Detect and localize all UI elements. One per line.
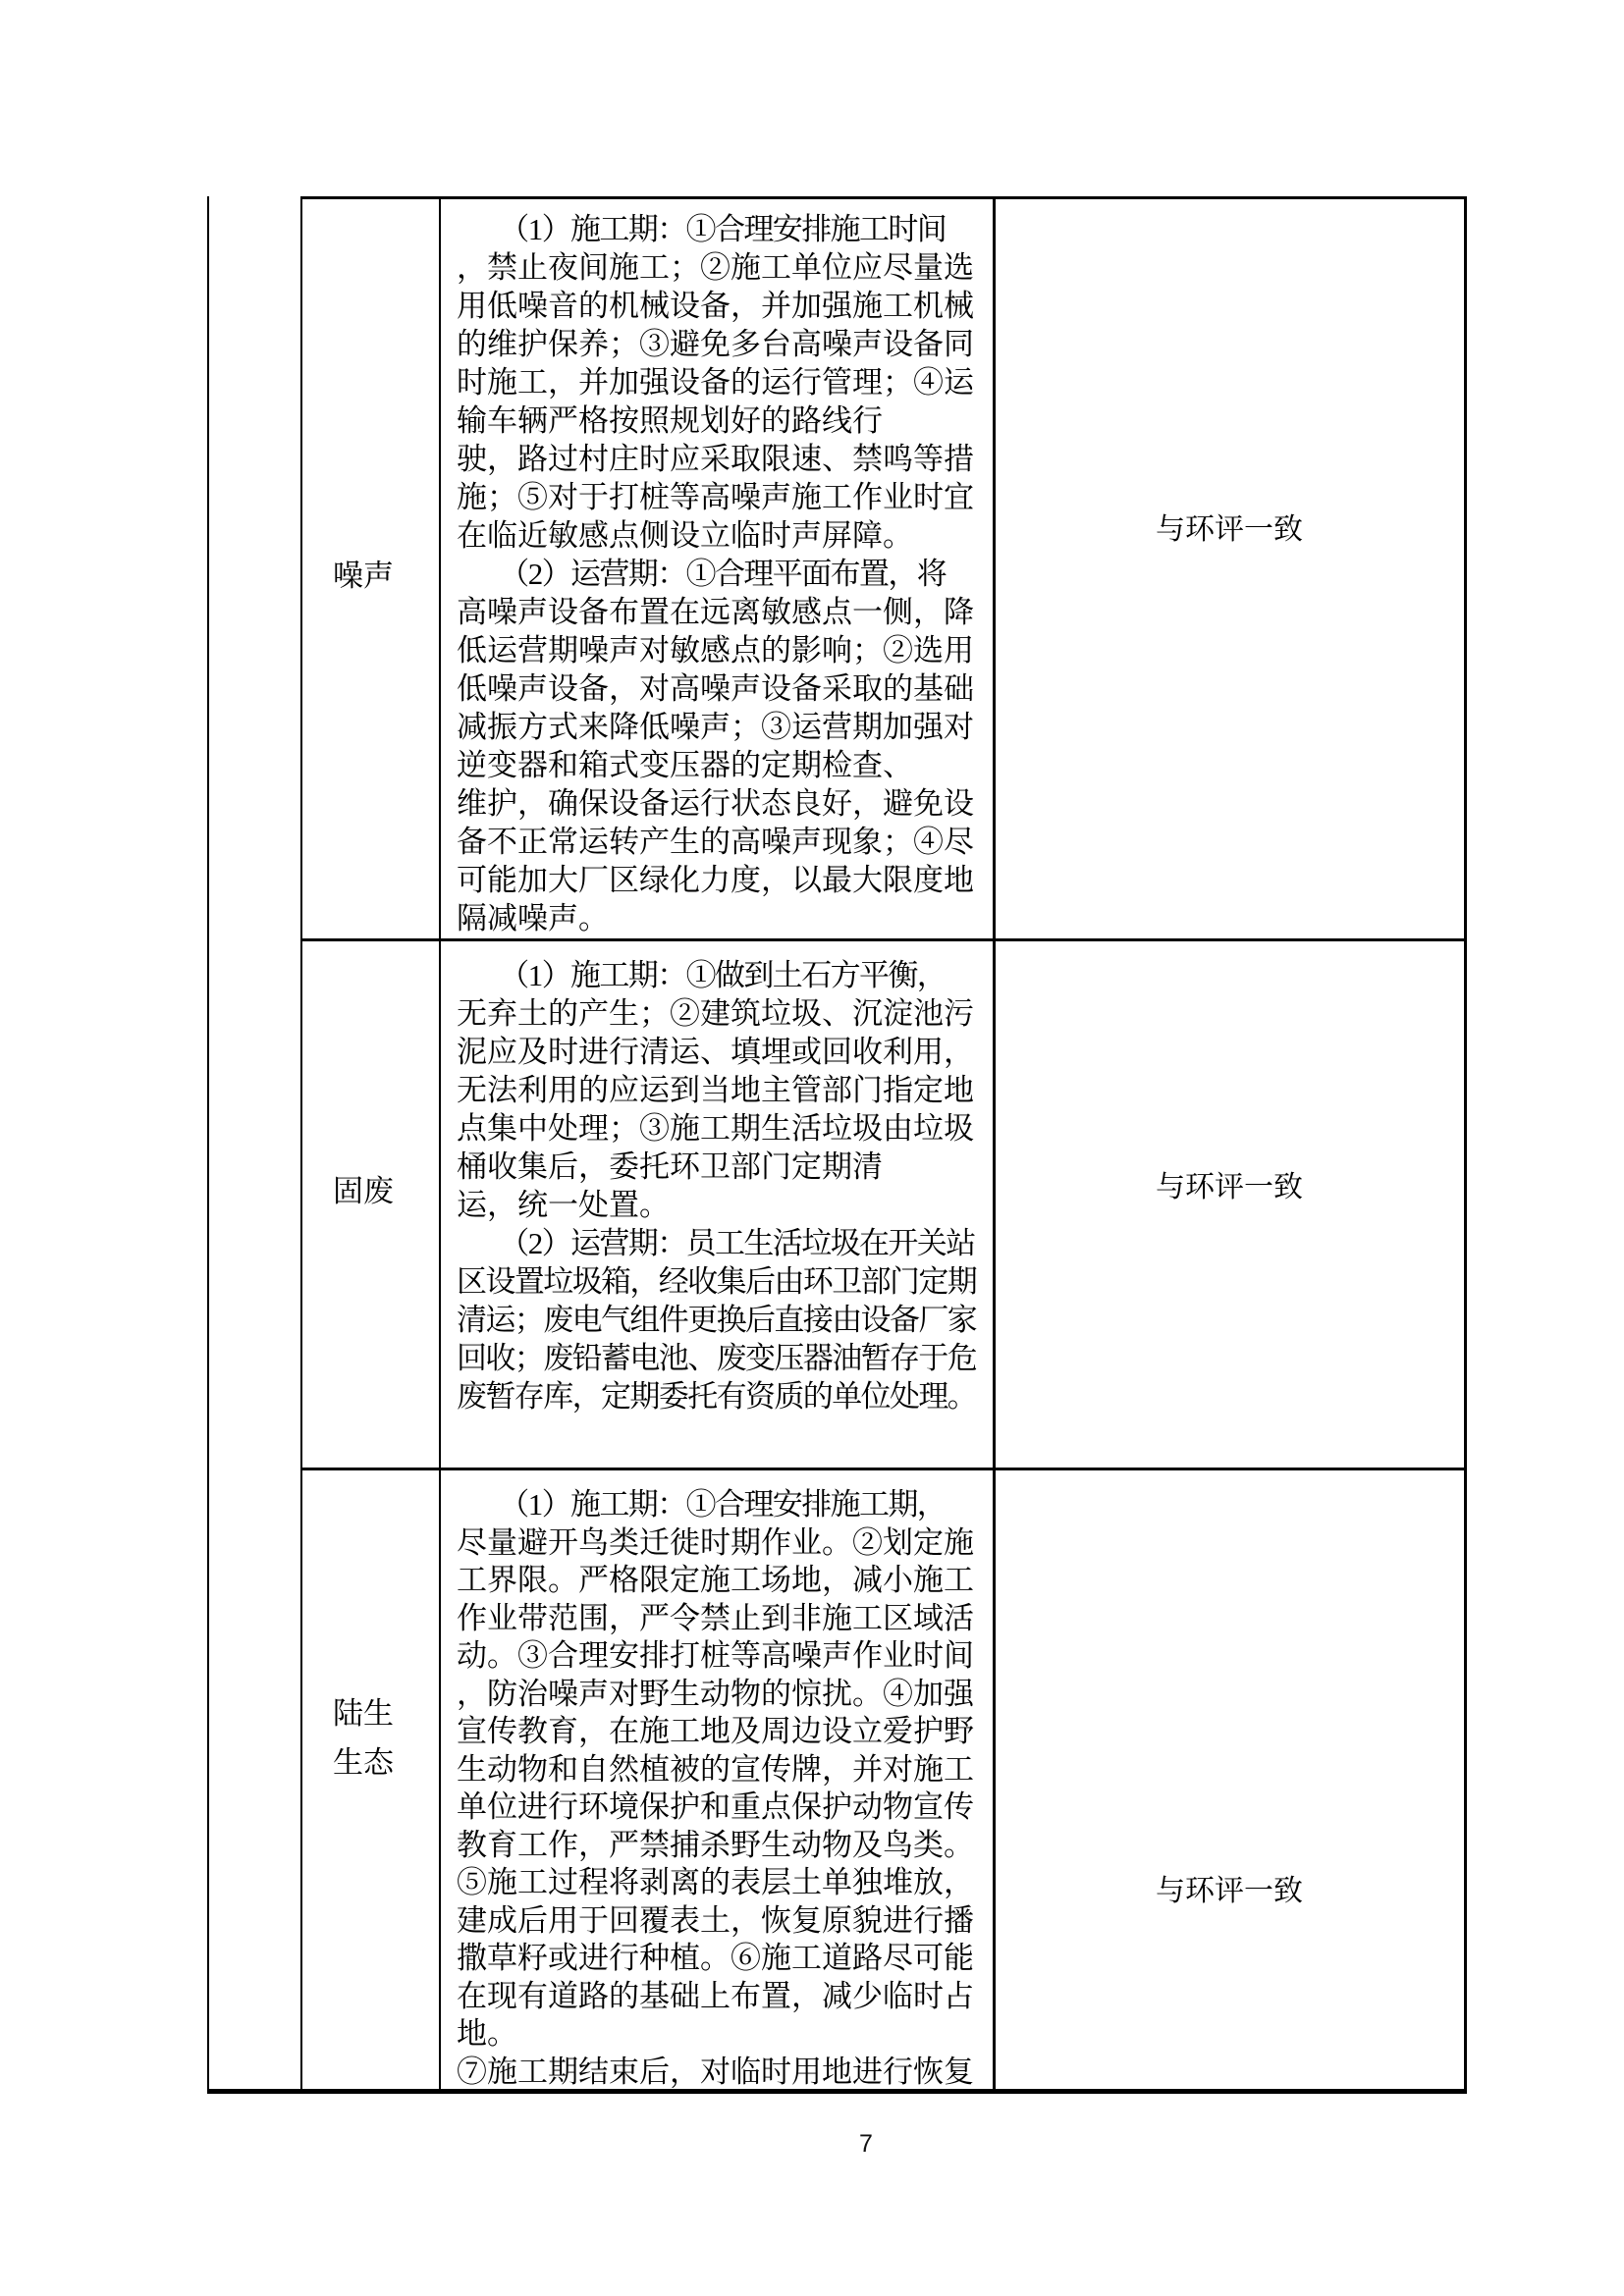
- text-line: ，禁止夜间施工；②施工单位应尽量选: [457, 250, 974, 285]
- measures-cell-terrestrial-ecology: [457, 1486, 995, 2091]
- text-line: 隔减噪声。: [457, 901, 609, 935]
- page-number: 7: [859, 2130, 873, 2158]
- text-line: 回收；废铅蓄电池、废变压器油暂存于危: [457, 1341, 977, 1375]
- text-line: 宣传教育，在施工地及周边设立爱护野: [457, 1714, 974, 1748]
- text-line: 固废: [333, 1174, 394, 1208]
- text-line: 工界限。严格限定施工场地，减小施工: [457, 1563, 974, 1597]
- category-column-divider: [439, 196, 441, 2089]
- text-line: 时施工，并加强设备的运行管理；④运: [457, 365, 974, 400]
- text-line: 可能加大厂区绿化力度，以最大限度地: [457, 863, 974, 897]
- text-line: 驶，路过村庄时应采取限速、禁鸣等措: [457, 442, 974, 476]
- text-line: 运，统一处置。: [457, 1188, 670, 1222]
- measures-cell-noise: [457, 210, 995, 937]
- text-line: 低噪声设备，对高噪声设备采取的基础: [457, 671, 974, 706]
- text-line: 陆生: [333, 1696, 394, 1731]
- text-line: 高噪声设备布置在远离敏感点一侧，降: [457, 595, 974, 629]
- verdict-cell-noise: 与环评一致: [1156, 513, 1303, 546]
- text-line: 尽量避开鸟类迁徙时期作业。②划定施: [457, 1524, 974, 1560]
- outer-table-left-rule: [207, 196, 209, 2094]
- text-line: 撒草籽或进行种植。⑥施工道路尽可能: [457, 1941, 974, 1975]
- text-line: 动。③合理安排打桩等高噪声作业时间: [457, 1638, 974, 1673]
- text-line: 生动物和自然植被的宣传牌，并对施工: [457, 1751, 974, 1787]
- text-line: 废暂存库，定期委托有资质的单位处理。: [457, 1379, 977, 1414]
- text-line: 维护，确保设备运行状态良好，避免设: [457, 786, 974, 821]
- text-line: 输车辆严格按照规划好的路线行: [457, 403, 883, 438]
- text-line: 单位进行环境保护和重点保护动物宣传: [457, 1789, 974, 1824]
- text-line: 作业带范围，严令禁止到非施工区域活: [457, 1600, 974, 1635]
- text-line: 低运营期噪声对敏感点的影响；②选用: [457, 633, 974, 667]
- table-right-border: [1464, 196, 1467, 2094]
- text-line: 建成后用于回覆表土，恢复原貌进行播: [457, 1902, 974, 1938]
- row-divider-solidwaste-ecology: [300, 1468, 1467, 1470]
- text-line: （1）施工期：①做到土石方平衡，: [457, 958, 947, 992]
- text-line: ，防治噪声对野生动物的惊扰。④加强: [457, 1676, 974, 1711]
- text-line: 清运；废电气组件更换后直接由设备厂家: [457, 1303, 977, 1337]
- text-line: （2）运营期：①合理平面布置，将: [457, 557, 947, 591]
- table-left-border: [300, 196, 302, 2094]
- text-line: 泥应及时进行清运、填埋或回收利用，: [457, 1035, 974, 1069]
- verdict-cell-solid-waste: 与环评一致: [1156, 1171, 1303, 1203]
- text-line: （2）运营期：员工生活垃圾在开关站: [457, 1226, 975, 1260]
- text-line: 的维护保养；③避免多台高噪声设备同: [457, 327, 974, 361]
- text-line: 用低噪音的机械设备，并加强施工机械: [457, 289, 974, 323]
- text-line: 地。: [457, 2016, 517, 2051]
- text-line: ⑦施工期结束后，对临时用地进行恢复: [457, 2054, 974, 2089]
- text-line: 区设置垃圾箱，经收集后由环卫部门定期: [457, 1264, 977, 1299]
- text-line: ⑤施工过程将剥离的表层土单独堆放，: [457, 1865, 974, 1899]
- text-line: 减振方式来降低噪声；③运营期加强对: [457, 710, 974, 744]
- text-line: 无弃土的产生；②建筑垃圾、沉淀池污: [457, 996, 974, 1031]
- text-line: 在现有道路的基础上布置，减少临时占: [457, 1978, 974, 2013]
- text-line: 噪声: [333, 559, 394, 593]
- measures-cell-solid-waste: [457, 956, 995, 1415]
- text-line: 在临近敏感点侧设立临时声屏障。: [457, 518, 913, 553]
- text-line: 桶收集后，委托环卫部门定期清: [457, 1149, 883, 1184]
- text-line: 备不正常运转产生的高噪声现象；④尽: [457, 825, 974, 859]
- category-cell-noise: [300, 552, 440, 601]
- text-line: 逆变器和箱式变压器的定期检查、: [457, 748, 913, 782]
- text-line: 生态: [333, 1745, 394, 1780]
- row-divider-noise-solidwaste: [300, 938, 1467, 941]
- text-line: 无法利用的应运到当地主管部门指定地: [457, 1073, 974, 1107]
- text-line: 施；⑤对于打桩等高噪声施工作业时宜: [457, 480, 974, 514]
- text-line: （1）施工期：①合理安排施工时间: [457, 212, 947, 246]
- category-cell-solid-waste: [300, 1167, 440, 1216]
- table-top-border: [300, 196, 1467, 199]
- text-line: （1）施工期：①合理安排施工期，: [457, 1487, 947, 1522]
- text-line: 教育工作，严禁捕杀野生动物及鸟类。: [457, 1827, 974, 1862]
- category-cell-terrestrial-ecology: [300, 1689, 440, 1788]
- text-line: 点集中处理；③施工期生活垃圾由垃圾: [457, 1111, 974, 1146]
- verdict-cell-terrestrial-ecology: 与环评一致: [1156, 1875, 1303, 1907]
